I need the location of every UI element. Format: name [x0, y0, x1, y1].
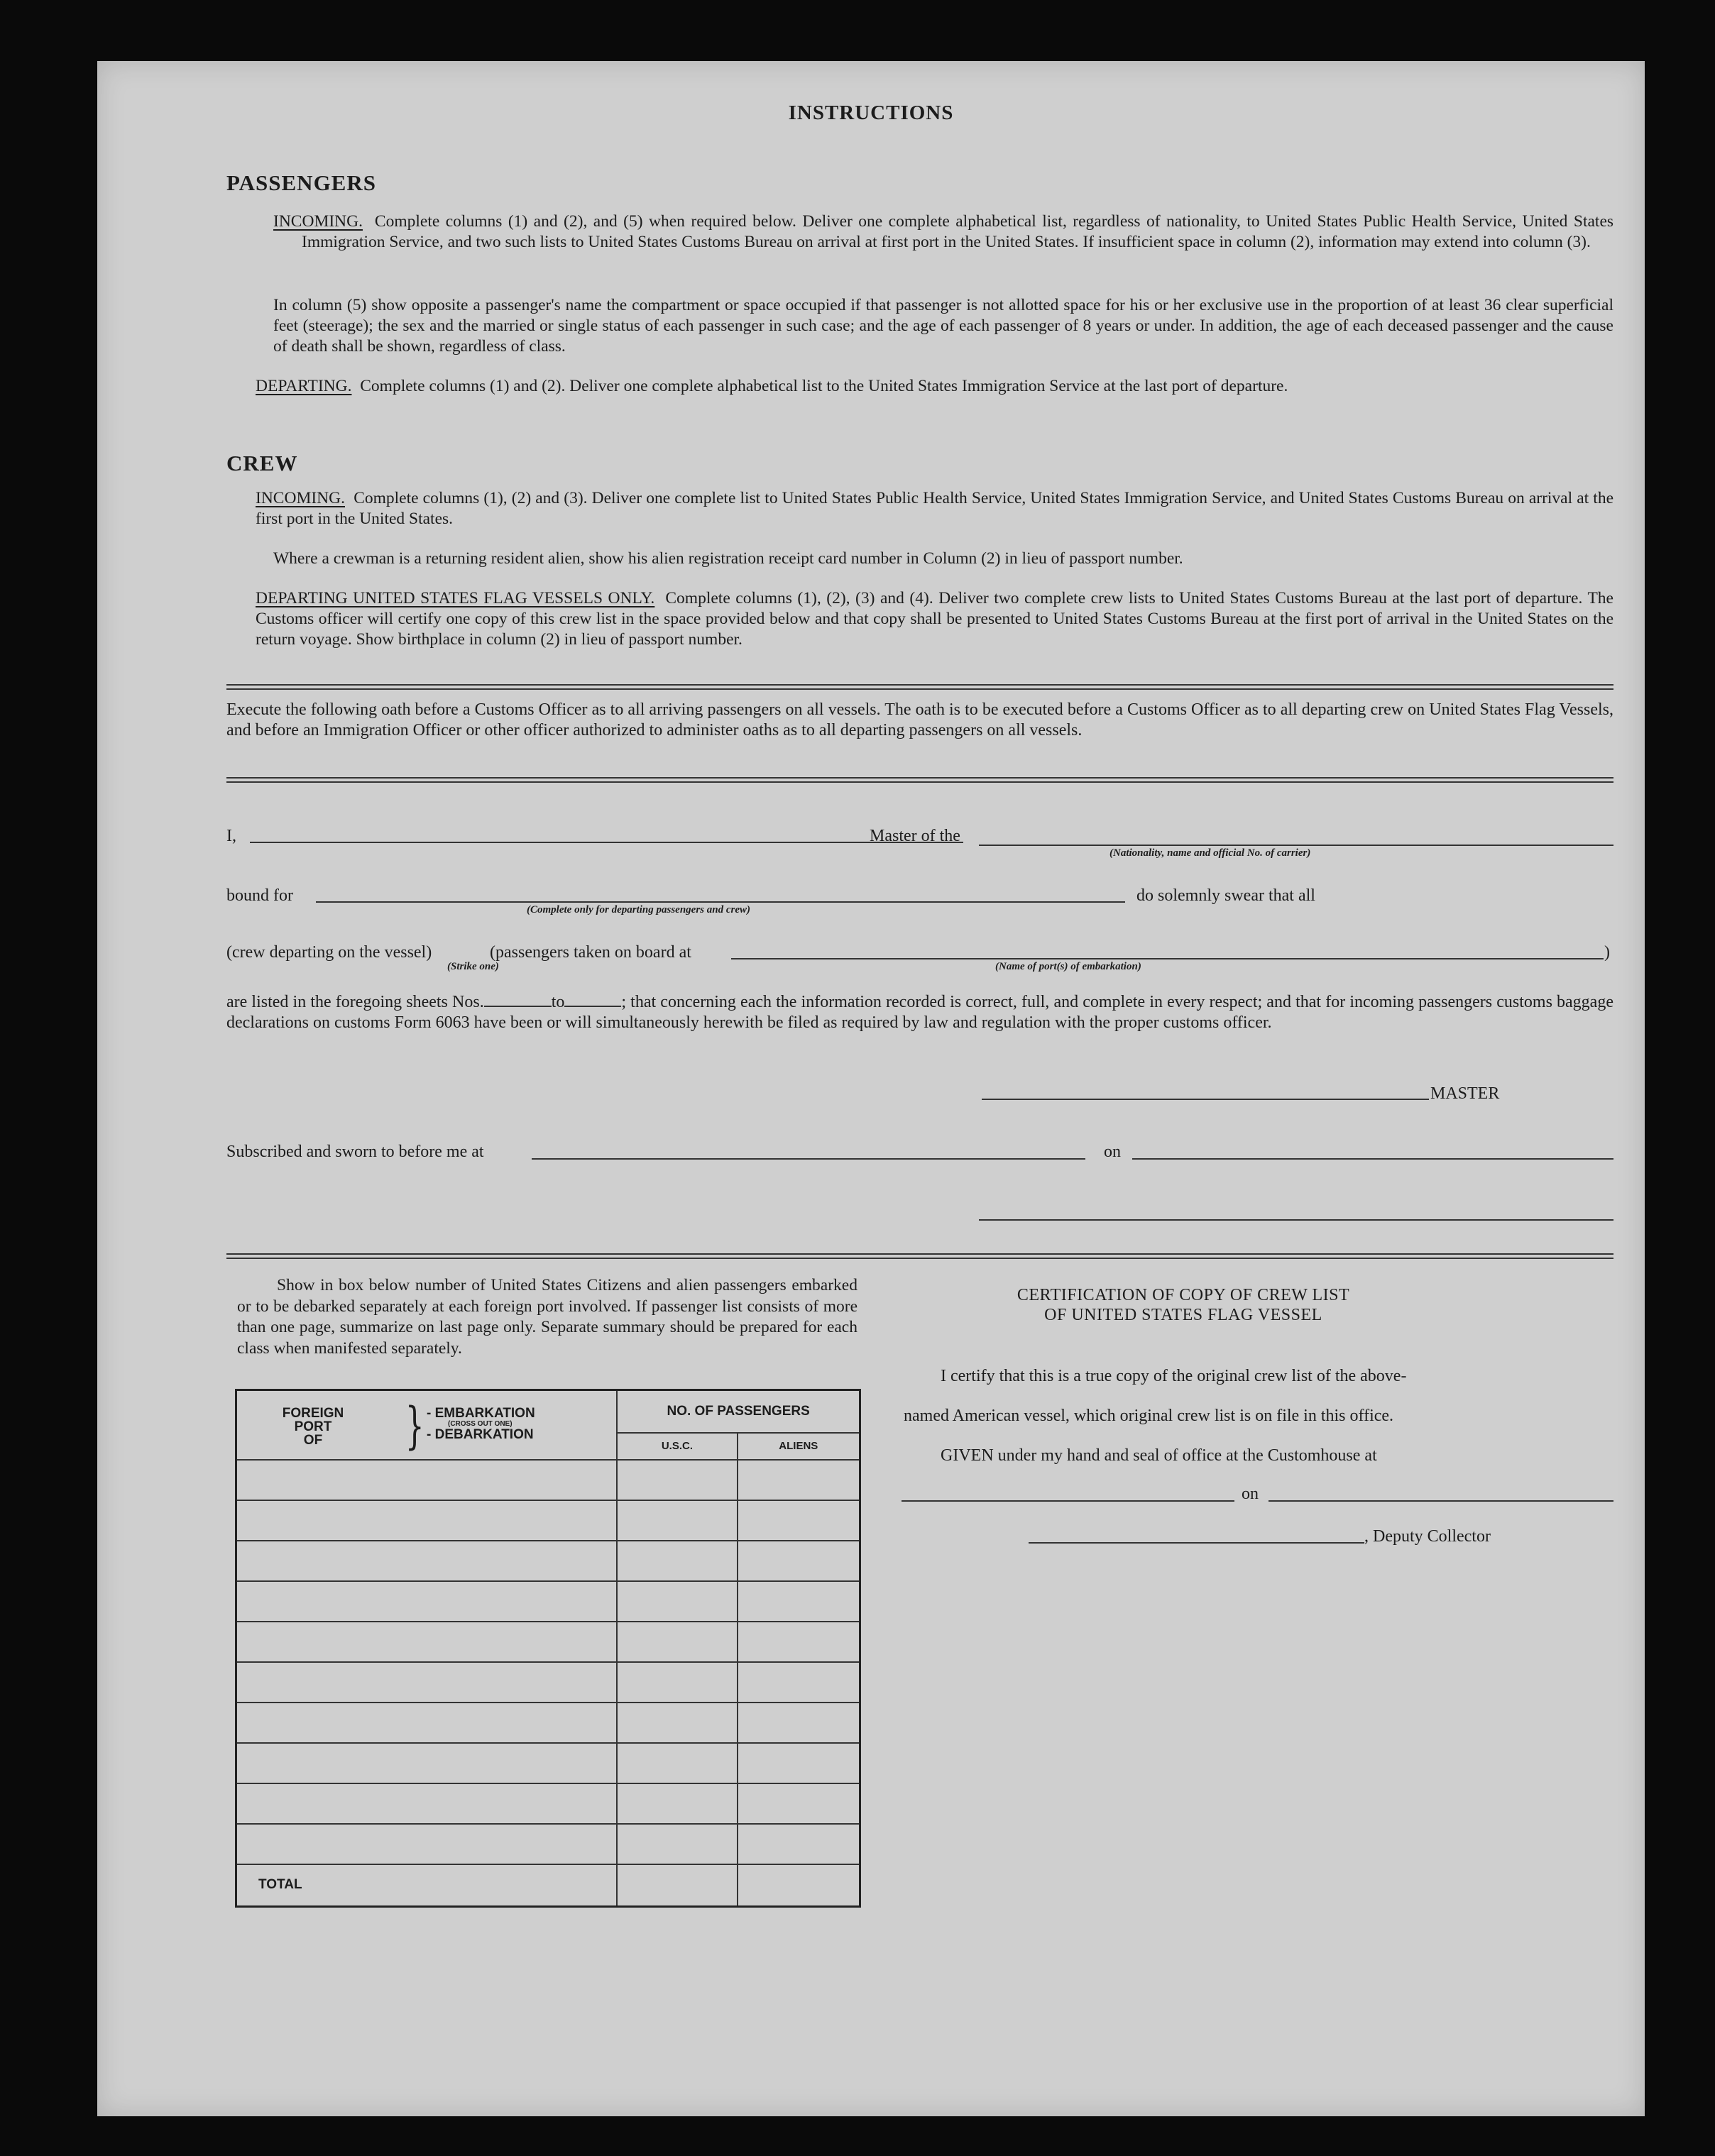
divider-rule — [226, 684, 1613, 690]
usc-header: U.S.C. — [617, 1433, 737, 1460]
ports-field[interactable] — [731, 958, 1604, 959]
table-row-port-cell[interactable] — [236, 1703, 618, 1743]
certification-line3: GIVEN under my hand and seal of office at the Customhouse at — [941, 1446, 1377, 1465]
certification-title-line2: OF UNITED STATES FLAG VESSEL — [1044, 1306, 1322, 1324]
table-row-port-cell[interactable] — [236, 1460, 618, 1500]
carrier-caption: (Nationality, name and official No. of carrier) — [1109, 847, 1311, 859]
master-name-field[interactable] — [250, 842, 963, 843]
bound-for-label: bound for — [226, 886, 293, 905]
deputy-signature-field[interactable] — [1029, 1542, 1364, 1544]
table-row-aliens-cell[interactable] — [738, 1622, 860, 1662]
table-row-usc-cell[interactable] — [617, 1743, 737, 1783]
passengers-incoming-label: INCOMING. — [273, 212, 363, 231]
subscribed-on-label: on — [1104, 1143, 1121, 1161]
listed-b: ; that concerning each the information recorded is correct, full, and complete in every respect; and — [621, 993, 1291, 1011]
table-row-aliens-cell[interactable] — [738, 1500, 860, 1541]
listed-text — [226, 992, 1613, 1033]
table-row-aliens-cell[interactable] — [738, 1783, 860, 1824]
passengers-taken-label: (passengers taken on board at — [490, 943, 691, 962]
brace-glyph: } — [405, 1397, 424, 1455]
swear-label: do solemnly swear that all — [1136, 886, 1315, 905]
crew-incoming — [256, 488, 1613, 529]
table-row-aliens-cell[interactable] — [738, 1743, 860, 1783]
form-page — [97, 61, 1645, 2116]
listed-a: are listed in the foregoing sheets Nos. — [226, 993, 484, 1011]
certification-on-label: on — [1242, 1485, 1259, 1503]
table-row-usc-cell[interactable] — [617, 1460, 737, 1500]
table-row-aliens-cell[interactable] — [738, 1703, 860, 1743]
total-usc-cell[interactable] — [617, 1864, 737, 1907]
bound-for-caption: (Complete only for departing passengers and crew) — [527, 904, 750, 915]
passenger-summary-table — [235, 1389, 861, 1908]
oath-instruction: Execute the following oath before a Customs Officer as to all arriving passengers on all vessels. The oath is to be executed before a Customs Officer as to all departing crew on United States Flag Vessels, and before an Immigration Officer or other officer authorized to administer oaths as to all departing passengers on all vessels. — [226, 700, 1613, 739]
subscribed-place-field[interactable] — [532, 1158, 1085, 1160]
port-label-of: OF — [303, 1433, 323, 1448]
table-row-port-cell[interactable] — [236, 1824, 618, 1864]
total-aliens-cell[interactable] — [738, 1864, 860, 1907]
subscribed-label: Subscribed and sworn to before me at — [226, 1143, 484, 1161]
no-passengers-header: NO. OF PASSENGERS — [617, 1390, 860, 1433]
table-row-aliens-cell[interactable] — [738, 1581, 860, 1622]
crew-heading: CREW — [226, 451, 298, 475]
debarkation-label: - DEBARKATION — [427, 1427, 534, 1442]
listed-to: to — [551, 993, 565, 1011]
bound-for-field[interactable] — [316, 901, 1125, 903]
master-label: MASTER — [1430, 1084, 1500, 1103]
port-header-cell — [236, 1390, 618, 1460]
table-row-port-cell[interactable] — [236, 1743, 618, 1783]
table-row-port-cell[interactable] — [236, 1662, 618, 1703]
close-paren: ) — [1604, 943, 1610, 962]
cross-out-label: (CROSS OUT ONE) — [448, 1420, 513, 1428]
crew-incoming-text: Complete columns (1), (2) and (3). Deliver one complete list to United States Public Health Service, United States Immigration Service, and United States Customs Bureau on arrival at the first port in the United States. — [256, 489, 1614, 528]
table-row-usc-cell[interactable] — [617, 1581, 737, 1622]
crew-departing-label: (crew departing on the vessel) — [226, 943, 432, 962]
divider-rule — [226, 777, 1613, 783]
carrier-field[interactable] — [979, 845, 1613, 846]
sheet-from-field[interactable] — [484, 993, 552, 1007]
certification-date-field[interactable] — [1269, 1500, 1613, 1502]
table-row-usc-cell[interactable] — [617, 1622, 737, 1662]
deputy-collector-label: , Deputy Collector — [1364, 1527, 1491, 1546]
table-row-usc-cell[interactable] — [617, 1703, 737, 1743]
subscribed-date-field[interactable] — [1132, 1158, 1613, 1160]
total-label: TOTAL — [236, 1864, 618, 1907]
ports-caption: (Name of port(s) of embarkation) — [995, 961, 1141, 972]
table-row-aliens-cell[interactable] — [738, 1541, 860, 1581]
certification-title-line1: CERTIFICATION OF COPY OF CREW LIST — [1017, 1286, 1350, 1304]
certification-line1: I certify that this is a true copy of the original crew list of the above- — [941, 1367, 1407, 1385]
table-row-usc-cell[interactable] — [617, 1824, 737, 1864]
passengers-departing-label: DEPARTING. — [256, 377, 352, 395]
embarkation-label: - EMBARKATION — [427, 1406, 535, 1421]
passengers-incoming — [273, 211, 1613, 253]
crew-resident: Where a crewman is a returning resident alien, show his alien registration receipt card number in Column (2) in lieu of passport number. — [273, 549, 1183, 568]
table-row-usc-cell[interactable] — [617, 1783, 737, 1824]
table-row-usc-cell[interactable] — [617, 1541, 737, 1581]
oath-i-label: I, — [226, 827, 236, 845]
port-label-port: PORT — [294, 1419, 332, 1434]
passengers-column5: In column (5) show opposite a passenger's name the compartment or space occupied if that passenger is not allotted space for his or her exclusive use in the proportion of at least 36 clear superficial feet (steerage); the sex and the married or single status of each passenger in such case; and the age of each passenger of 8 years or under. In addition, the age of each deceased passenger and the cause of death shall be shown, regardless of class. — [273, 296, 1613, 356]
table-row-usc-cell[interactable] — [617, 1500, 737, 1541]
table-row-port-cell[interactable] — [236, 1783, 618, 1824]
passengers-incoming-text: Complete columns (1) and (2), and (5) when required below. Deliver one complete alphabetical list, regardless of nationality, to United States Public Health Service, United States Immigration Service, and two such lists to United States Customs Bureau on arrival at first port in the United States. If insufficient space in column (2), information may extend into column (3). — [302, 212, 1614, 251]
divider-rule — [226, 1253, 1613, 1259]
sheet-to-field[interactable] — [564, 993, 621, 1007]
master-of-the-label: Master of the — [870, 827, 960, 845]
customhouse-field[interactable] — [902, 1500, 1234, 1502]
officer-signature-field[interactable] — [979, 1219, 1613, 1221]
table-row-port-cell[interactable] — [236, 1622, 618, 1662]
table-row-aliens-cell[interactable] — [738, 1460, 860, 1500]
crew-incoming-label: INCOMING. — [256, 489, 345, 507]
table-row-aliens-cell[interactable] — [738, 1662, 860, 1703]
certification-line2: named American vessel, which original crew list is on file in this office. — [904, 1407, 1394, 1425]
crew-departing-text: Complete columns (1), (2), (3) and (4). Deliver two complete crew lists to United States Customs Bureau at the last port of departure. The Customs officer will certify one copy of this crew list in the space provided below and that copy shall be presented to United States Customs Bureau at the first port of arrival in the United States on the return voyage. Show birthplace in column (2) in lieu of passport number. — [256, 589, 1613, 649]
passengers-departing-text: Complete columns (1) and (2). Deliver one complete alphabetical list to the United States Immigration Service at the last port of departure. — [360, 377, 1288, 395]
table-row-port-cell[interactable] — [236, 1581, 618, 1622]
aliens-header: ALIENS — [738, 1433, 860, 1460]
table-row-port-cell[interactable] — [236, 1541, 618, 1581]
passengers-departing — [256, 376, 1613, 397]
crew-departing-label: DEPARTING UNITED STATES FLAG VESSELS ONLY. — [256, 589, 655, 607]
table-row-port-cell[interactable] — [236, 1500, 618, 1541]
table-row-aliens-cell[interactable] — [738, 1824, 860, 1864]
crew-departing — [256, 588, 1613, 650]
page-title: INSTRUCTIONS — [788, 101, 954, 124]
strike-one-caption: (Strike one) — [447, 961, 499, 972]
certification-title — [906, 1285, 1460, 1325]
port-label-foreign: FOREIGN — [282, 1406, 344, 1421]
passengers-heading: PASSENGERS — [226, 170, 376, 195]
master-signature-field[interactable] — [982, 1099, 1429, 1100]
table-row-usc-cell[interactable] — [617, 1662, 737, 1703]
listed-c: that for incoming passengers customs baggage declarations on customs Form 6063 have been or will simultaneously herewith be filed as required by law and regulation with the proper customs officer. — [226, 993, 1613, 1032]
summary-instruction: Show in box below number of United States Citizens and alien passengers embarked or to be debarked separately at each foreign port involved. If passenger list consists of more than one page, summarize on last page only. Separate summary should be prepared for each class when manifested separately. — [237, 1276, 858, 1358]
